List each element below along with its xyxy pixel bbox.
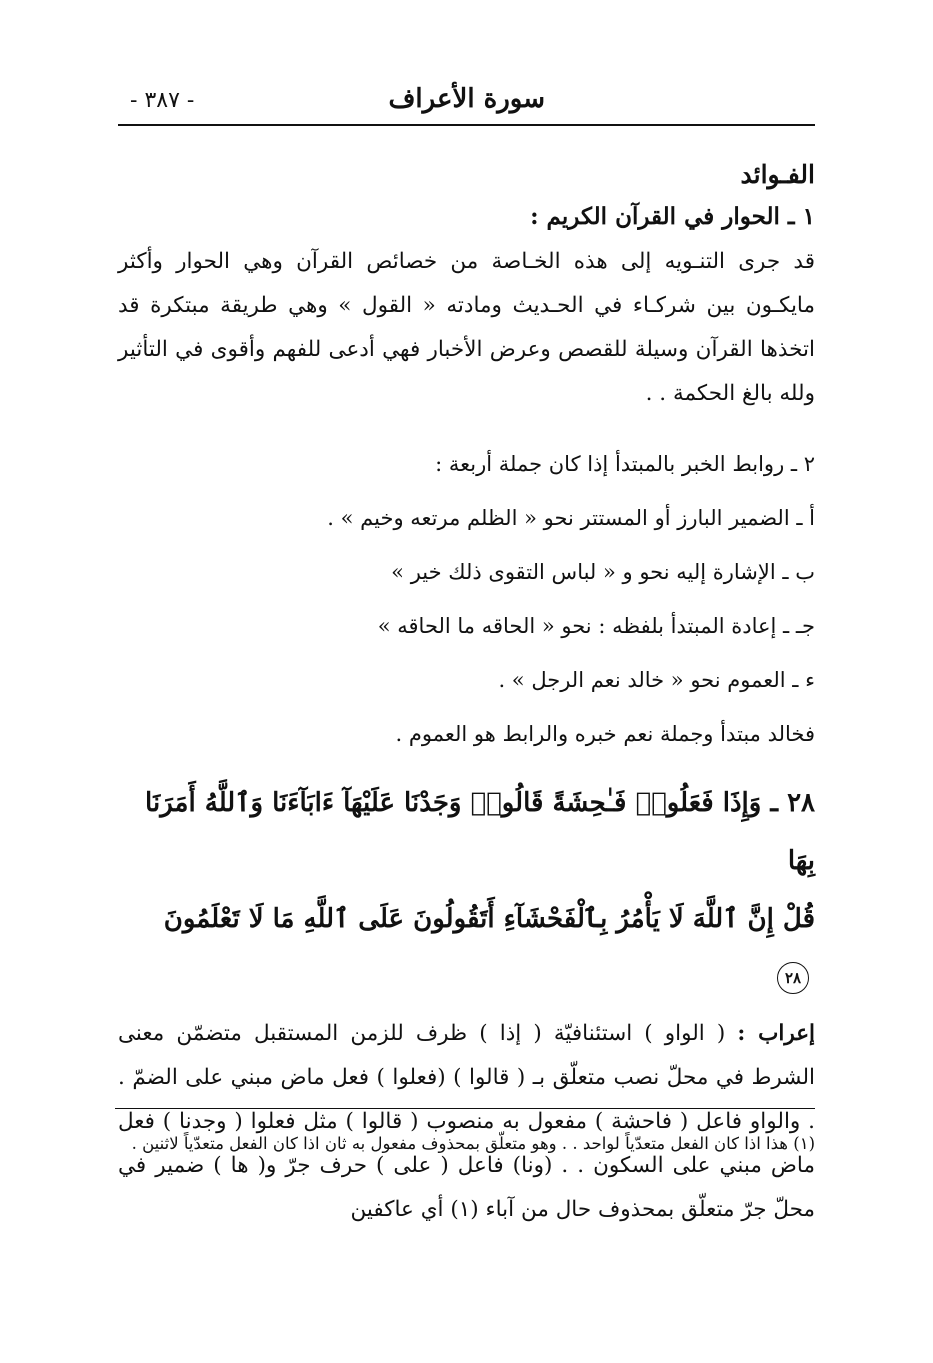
page-body [118,160,815,1232]
surah-title: سورة الأعراف [388,84,545,114]
point1-heading: ١ ـ الحوار في القرآن الكريم : [530,203,815,230]
verse-line-2 [118,890,815,1006]
verse-number-badge: ٢٨ [777,962,809,994]
iraab-paragraph [118,1012,815,1232]
header-divider [118,124,815,126]
quran-verse [118,774,815,1006]
footnote-divider [115,1108,815,1109]
footnote: (١) هذا اذا كان الفعل متعدّياً لواحد . . وهو متعلّق بمحذوف مفعول به ثان اذا كان الفعل متعدّياً لاثنين . [131,1134,815,1153]
iraab-text: ( الواو ) استئنافيّة ( إذا ) ظرف للزمن المستقبل متضمّن معنى الشرط في محلّ نصب متعلّق بـ ( قالوا ) (فعلوا ) فعل ماض مبني على الضمّ . . والواو فاعل ( فاحشة ) مفعول به منصوب ( قالوا ) مثل فعلوا ( وجدنا ) فعل ماض مبني على السكون . . (ونا) فاعل ( على ) حرف جرّ و( ها ) ضمير في محلّ جرّ متعلّق بمحذوف حال من آباء (١) أي عاكفين [118,1021,815,1222]
list-item: أ ـ الضمير البارز أو المستتر نحو « الظلم مرتعه وخيم » . [327,506,815,530]
point2-heading: ٢ ـ روابط الخبر بالمبتدأ إذا كان جملة أربعة : [435,452,815,476]
page-header [118,78,815,122]
list-item: ء ـ العموم نحو « خالد نعم الرجل » . [498,668,815,692]
page-number: - ٣٨٧ - [130,88,195,113]
list-item: فخالد مبتدأ وجملة نعم خبره والرابط هو العموم . [395,722,815,746]
verse-line-1: ٢٨ ـ وَإِذَا فَعَلُوا۟ فَـٰحِشَةً قَالُوا۟ وَجَدْنَا عَلَيْهَآ ءَابَآءَنَا وَٱللَّهُ أَمَرَنَا بِهَا [145,788,815,876]
point1-paragraph: قد جرى التنـويه إلى هذه الخـاصة من خصائص القرآن وهي الحوار وأكثر مايكـون بين شركـاء في الحـديث ومادته « القول » وهي طريقة مبتكرة قد اتخذها القرآن وسيلة للقصص وعرض الأخبار فهي أدعى للفهم وأقوى في التأثير ولله بالغ الحكمة . . [118,249,815,406]
list-item: جـ ـ إعادة المبتدأ بلفظه : نحو « الحاقه ما الحاقه » [377,614,815,638]
iraab-label: إعراب : [737,1021,816,1046]
section-title: الفـوائد [740,160,815,189]
verse-line-2-text: قُلْ إِنَّ ٱللَّهَ لَا يَأْمُرُ بِٱلْفَحْشَآءِ أَتَقُولُونَ عَلَى ٱللَّهِ مَا لَا تَعْلَمُونَ [163,904,815,934]
list-item: ب ـ الإشارة إليه نحو و « لباس التقوى ذلك خير » [391,560,815,584]
